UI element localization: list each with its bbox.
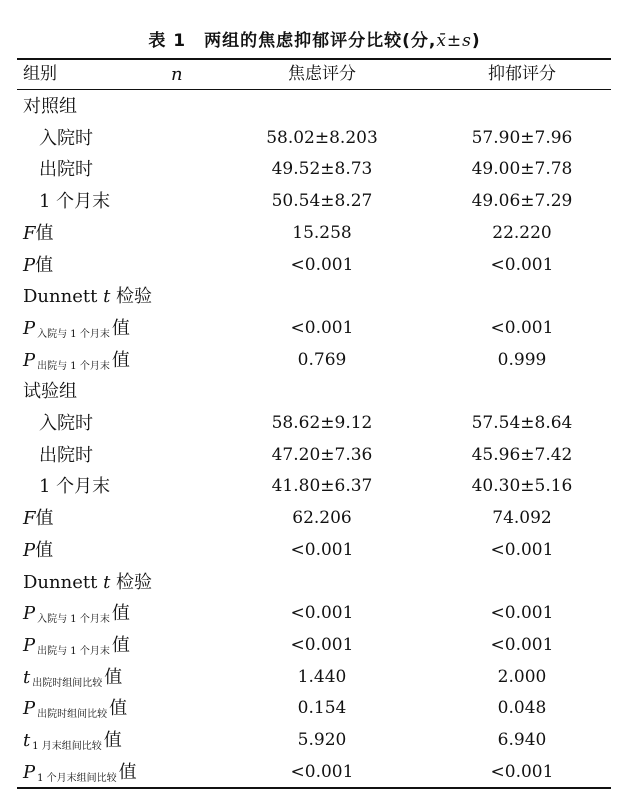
- table-row: [17, 725, 611, 756]
- stat-suffix: 值: [103, 730, 122, 751]
- table-row: [17, 123, 611, 154]
- stat-subscript: 1 个月末组间比较: [37, 772, 117, 784]
- depression-value: 2.000: [497, 666, 547, 687]
- stat-subscript: 入院与 1 个月末: [37, 614, 110, 626]
- stat-symbol: P: [23, 254, 36, 276]
- header-n: n: [171, 64, 183, 85]
- stat-symbol: P: [23, 698, 36, 720]
- anxiety-value: <0.001: [290, 761, 354, 782]
- stat-symbol: F: [23, 222, 36, 244]
- stat-symbol: P: [23, 317, 36, 339]
- table-row: [17, 281, 611, 312]
- table-title-stat: x̄±s: [436, 31, 472, 51]
- table-row: [17, 471, 611, 502]
- anxiety-value: 58.02±8.203: [266, 127, 378, 148]
- row-label: 入院时: [39, 413, 93, 434]
- table-row: [17, 250, 611, 281]
- stat-subscript: 出院时组间比较: [37, 709, 108, 721]
- table-title-close: ): [471, 31, 481, 51]
- table-row: [17, 598, 611, 629]
- dunnett-suffix: 检验: [110, 571, 153, 593]
- stat-label: [23, 345, 130, 379]
- row-label: 出院时: [39, 159, 93, 181]
- depression-value: <0.001: [490, 761, 554, 782]
- dunnett-prefix: Dunnett: [23, 286, 104, 308]
- row-label: 出院时: [39, 444, 93, 466]
- stat-label: [23, 535, 53, 566]
- stat-subscript: 出院时组间比较: [32, 677, 103, 689]
- stat-suffix: 值: [35, 539, 54, 561]
- depression-value: <0.001: [490, 317, 554, 338]
- table-row: [17, 408, 611, 439]
- table-row: [17, 376, 611, 407]
- stat-suffix: 值: [35, 508, 54, 530]
- table-row: [17, 757, 611, 788]
- table-row: [17, 440, 611, 471]
- stat-label: [23, 630, 130, 664]
- table-row: [17, 503, 611, 534]
- anxiety-value: 62.206: [292, 508, 352, 529]
- stat-subscript: 出院与 1 个月末: [37, 645, 110, 657]
- stat-label: [23, 250, 53, 281]
- table-row: [17, 567, 611, 598]
- anxiety-value: 49.52±8.73: [271, 159, 373, 180]
- stat-symbol: P: [23, 761, 36, 783]
- stat-symbol: P: [23, 634, 36, 656]
- stat-symbol: t: [23, 730, 31, 751]
- depression-value: 49.00±7.78: [471, 159, 573, 180]
- depression-value: 45.96±7.42: [471, 444, 573, 465]
- anxiety-value: 0.769: [297, 349, 347, 370]
- table-bottom-rule: [17, 787, 611, 789]
- row-label: 1 个月末: [39, 476, 111, 498]
- table-row: [17, 693, 611, 724]
- stat-suffix: 值: [35, 254, 54, 276]
- table-row: [17, 313, 611, 344]
- table-header-row: [17, 59, 611, 90]
- stat-suffix: 值: [111, 349, 130, 371]
- stat-label: [23, 662, 122, 696]
- anxiety-value: <0.001: [290, 634, 354, 655]
- stat-subscript: 1 月末组间比较: [32, 741, 102, 752]
- anxiety-value: <0.001: [290, 317, 354, 338]
- stat-label: [23, 725, 122, 759]
- header-depression: 抑郁评分: [488, 64, 556, 84]
- anxiety-value: 1.440: [297, 666, 347, 687]
- anxiety-value: 41.80±6.37: [271, 476, 373, 497]
- stat-symbol: P: [23, 603, 36, 625]
- table-title-text: 表 1 两组的焦虑抑郁评分比较(分,: [148, 31, 437, 51]
- depression-value: 57.90±7.96: [471, 127, 573, 148]
- table-row: [17, 154, 611, 185]
- depression-value: 22.220: [492, 222, 552, 243]
- anxiety-value: <0.001: [290, 539, 354, 560]
- table-row: [17, 662, 611, 693]
- depression-value: <0.001: [490, 539, 554, 560]
- anxiety-value: <0.001: [290, 603, 354, 624]
- stat-suffix: 值: [111, 317, 130, 339]
- dunnett-prefix: Dunnett: [23, 571, 104, 593]
- stat-symbol: t: [23, 666, 31, 688]
- table-row: [17, 91, 611, 122]
- table-row: [17, 535, 611, 566]
- depression-value: 40.30±5.16: [471, 476, 573, 497]
- depression-value: 6.940: [497, 730, 547, 750]
- stat-label: [23, 218, 54, 249]
- depression-value: 74.092: [492, 508, 552, 529]
- row-label: 1 个月末: [39, 191, 111, 213]
- depression-value: 0.048: [497, 698, 547, 719]
- anxiety-value: 58.62±9.12: [271, 413, 373, 433]
- anxiety-value: 5.920: [297, 730, 347, 750]
- table-header-rule: [17, 89, 611, 90]
- stat-label: [23, 693, 127, 727]
- stat-symbol: P: [23, 539, 36, 561]
- stat-symbol: P: [23, 349, 36, 371]
- depression-value: 0.999: [497, 349, 547, 370]
- table-row: [17, 186, 611, 217]
- anxiety-value: 0.154: [297, 698, 347, 719]
- stat-label: [23, 757, 137, 791]
- stat-label: [23, 598, 130, 632]
- anxiety-value: <0.001: [290, 254, 354, 275]
- stat-subscript: 出院与 1 个月末: [37, 360, 110, 372]
- stat-suffix: 值: [111, 603, 130, 625]
- anxiety-value: 50.54±8.27: [271, 191, 373, 212]
- table-title: [0, 26, 629, 51]
- depression-value: <0.001: [490, 634, 554, 655]
- stat-label: [23, 503, 54, 534]
- table-row: [17, 218, 611, 249]
- anxiety-value: 47.20±7.36: [271, 444, 373, 465]
- dunnett-suffix: 检验: [110, 286, 153, 308]
- stat-subscript: 入院与 1 个月末: [37, 328, 110, 340]
- depression-value: 49.06±7.29: [471, 191, 573, 212]
- group-section-label: 试验组: [23, 381, 77, 403]
- stat-symbol: F: [23, 508, 36, 530]
- dunnett-test-label: [23, 567, 152, 598]
- dunnett-symbol: t: [103, 286, 111, 308]
- depression-value: 57.54±8.64: [471, 413, 573, 433]
- dunnett-symbol: t: [103, 571, 111, 593]
- stat-suffix: 值: [111, 634, 130, 656]
- header-group: 组别: [23, 64, 57, 84]
- stat-suffix: 值: [109, 698, 128, 720]
- table-row: [17, 630, 611, 661]
- anxiety-value: 15.258: [292, 222, 352, 243]
- header-anxiety: 焦虑评分: [288, 64, 356, 84]
- stat-suffix: 值: [118, 761, 137, 783]
- stat-label: [23, 313, 130, 347]
- depression-value: <0.001: [490, 603, 554, 624]
- depression-value: <0.001: [490, 254, 554, 275]
- stat-suffix: 值: [104, 666, 123, 688]
- table-row: [17, 345, 611, 376]
- row-label: 入院时: [39, 127, 93, 149]
- stat-suffix: 值: [35, 222, 54, 244]
- dunnett-test-label: [23, 281, 152, 312]
- group-section-label: 对照组: [23, 96, 77, 117]
